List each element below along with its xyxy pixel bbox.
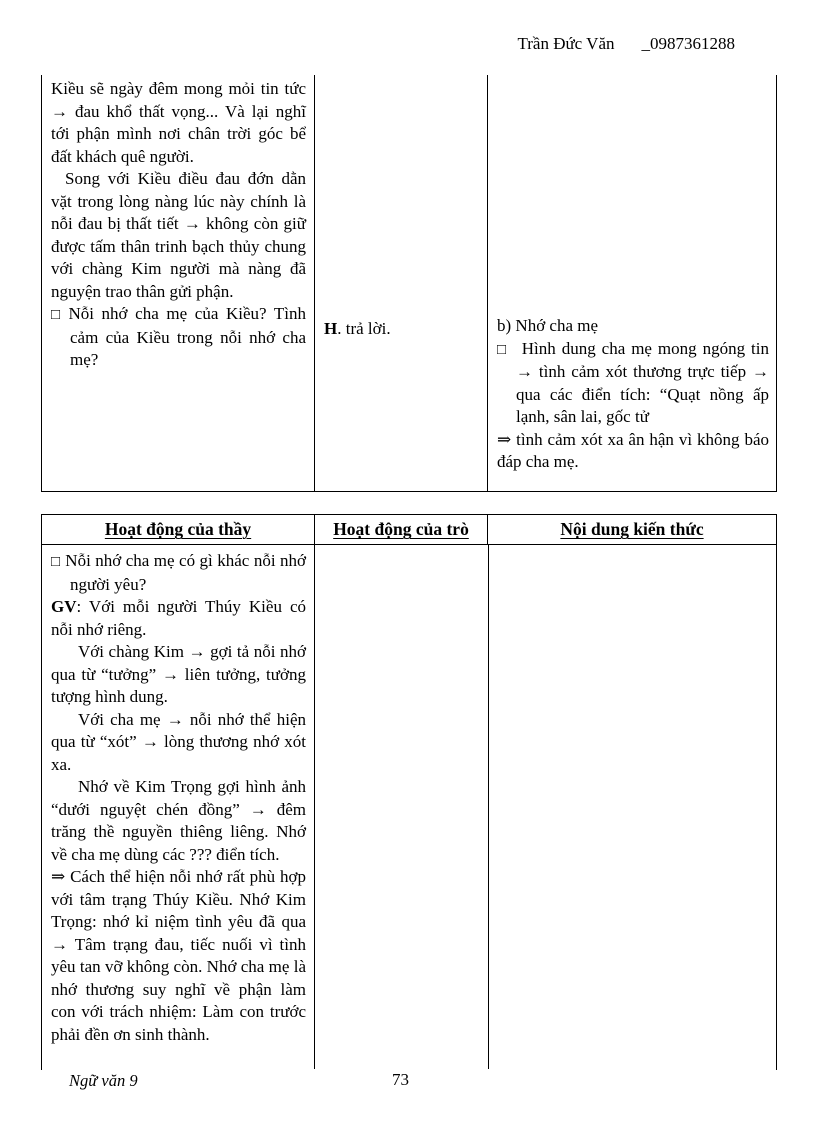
answer-text: . trả lời. — [337, 319, 391, 338]
teacher-activity-cell — [42, 545, 314, 1069]
question-text: Nỗi nhớ cha mẹ có gì khác nỗi nhớ người yêu? — [65, 551, 307, 594]
content-item-text: Hình dung cha mẹ mong ngóng tin → tình cảm xót thương trực tiếp → qua các điển tích: “Quạt nồng ấp lạnh, sân lai, gốc tử — [516, 338, 769, 426]
teacher-note — [51, 596, 306, 641]
author-phone: _0987361288 — [641, 34, 735, 53]
checkbox-bullet-icon: □ — [497, 341, 508, 358]
paragraph-voi-chang-kim: Với chàng Kim → gợi tả nỗi nhớ qua từ “tưởng” → liên tưởng, tưởng tượng hình dung. — [51, 642, 306, 706]
teacher-activity-cell — [42, 75, 314, 491]
column-header-teacher-activity: Hoạt động của thầy — [104, 519, 252, 540]
conclusion-text: ⇒ Cách thể hiện nỗi nhớ rất phù hợp với tâm trạng Thúy Kiều. Nhớ Kim Trọng: nhớ kỉ niệm tình yêu đã qua → Tâm trạng đau, tiếc nuối vì tình yêu tan vỡ không còn. Nhớ cha mẹ là nhớ thương suy nghĩ về phận làm con với trách nhiệm: Làm con trước phải đền ơn sinh thành. — [51, 867, 306, 1044]
speaker-label: GV — [51, 597, 77, 616]
teacher-note-text: : Với mỗi người Thúy Kiều có nỗi nhớ riêng. — [51, 597, 306, 639]
question-item — [51, 550, 306, 596]
question-text: Nỗi nhớ cha mẹ của Kiều? Tình cảm của Kiều trong nỗi nhớ cha mẹ? — [68, 304, 306, 369]
checkbox-bullet-icon: □ — [51, 554, 61, 570]
column-header-knowledge-content: Nội dung kiến thức — [487, 515, 776, 544]
paragraph-nho-kim-trong: Nhớ về Kim Trọng gợi hình ảnh “dưới nguyệt chén đồng” → đêm trăng thề nguyền thiêng liêng. Nhớ về cha mẹ dùng các ??? điển tích. — [51, 777, 306, 864]
knowledge-content-cell — [487, 75, 776, 491]
conclusion-text: ⇒ tình cảm xót xa ân hận vì không báo đáp cha mẹ. — [497, 429, 769, 471]
question-item — [51, 303, 306, 372]
paragraph-noi-dau-that-tiet: Song với Kiều điều đau đớn dằn vặt trong lòng nàng lúc này chính là nỗi đau bị thất tiết → không còn giữ được tấm thân trinh bạch thủy chung với chàng Kim người mà nàng đã nguyện trao thân gửi phận. — [51, 169, 306, 301]
author-name: Trần Đức Văn — [517, 34, 615, 53]
table-header-row — [42, 515, 776, 545]
content-item — [497, 338, 769, 429]
student-answer — [324, 318, 481, 341]
checkbox-bullet-icon: □ — [51, 307, 64, 323]
lesson-table — [41, 514, 777, 1070]
paragraph-kieu-mong-tin: Kiều sẽ ngày đêm mong mỏi tin tức → đau khổ thất vọng... Và lại nghĩ tới phận mình nơi chân trời góc bể đất khách quê người. — [51, 79, 306, 166]
paragraph-voi-cha-me: Với cha mẹ → nỗi nhớ thể hiện qua từ “xót” → lòng thương nhớ xót xa. — [51, 709, 306, 774]
speaker-label: H — [324, 319, 338, 338]
section-heading: b) Nhớ cha mẹ — [497, 316, 599, 335]
lesson-table-continued — [41, 75, 777, 492]
page-number: 73 — [392, 1070, 409, 1089]
student-activity-cell — [314, 545, 488, 1069]
column-header-student-activity: Hoạt động của trò — [314, 515, 487, 544]
page-header — [0, 33, 735, 56]
book-title: Ngữ văn 9 — [69, 1071, 138, 1090]
student-activity-cell — [314, 75, 487, 491]
knowledge-content-cell — [488, 545, 776, 1069]
table-body-row — [42, 545, 776, 1069]
